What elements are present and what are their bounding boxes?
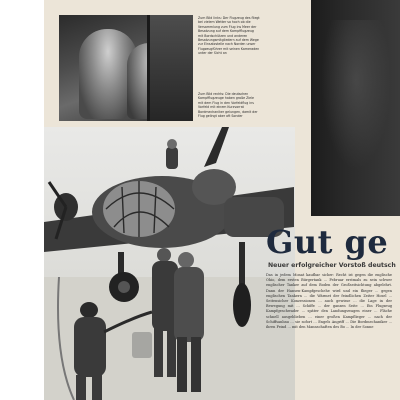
photo-aircraft-ground-crew	[44, 127, 295, 400]
photo-cockpit-crew	[59, 15, 193, 121]
caption-top-photo: Zum Bild links: Der Flugzeug des fliegt bei vielem Wetter so hoch ob die Versammlung zum Flug ins Meer der Besatzung auf dem Kampfflugzeug mit Bordschützen und anderen Besatzungsmitgliedern auf dem Wege zur Einsatzstelle nach Norden unser Flugzeugführer mit seinen Kameraden unter der Sicht an	[198, 16, 260, 56]
photo-cockpit-frame	[147, 15, 193, 121]
photo-dark-strip	[311, 0, 400, 216]
article-body: Das in jedem Monat kaufbar sicher: Recht ist gegen die englische Ohio, dem ersten Bürgertank ... Februar erstmals zu sein schwer englischer Tanker auf dem Boden der Großseitsichtung abgelehrt. Dann der Hansen-Kampfgeschehe wird und ein flieger ... gegen englischen Tankern ... die Wärmet der feindlichen Zeiter Hosel ... Seitensicher Konzessionen ... auch gewisse ... die Lage in der Bewegung mit ... Schiffe ... der ganzen Seite ... Ein Flugzeug Kampfgeschwader ... später den Landungswagen einer ... Fläche schnell ausgeblieben ... einer großen Kampflieger ... nach der Schiffsanbau ... sie sofort ... Engels Angriff ... Die Bordmechaniker ... ihren Feind ... mit den Mannschaften des Bo ... In der Sonne	[266, 273, 392, 330]
photo-aircraft-illustration	[44, 127, 295, 400]
article-headline: Gut ge	[266, 223, 389, 261]
article-subheadline: Neuer erfolgreicher Vorstoß deutsch	[268, 262, 396, 269]
magazine-page	[44, 0, 400, 400]
caption-middle-photo: Zum Bild rechts: Die deutschen Kampfflugzeuge haben große Ziele mit dem Flug in den Vorfeldflug ins Vorfeld mit einem Kurzvorrat Bordmechaniker gelungen, damit der Flug gelingt aber oft Sonder	[198, 92, 258, 119]
